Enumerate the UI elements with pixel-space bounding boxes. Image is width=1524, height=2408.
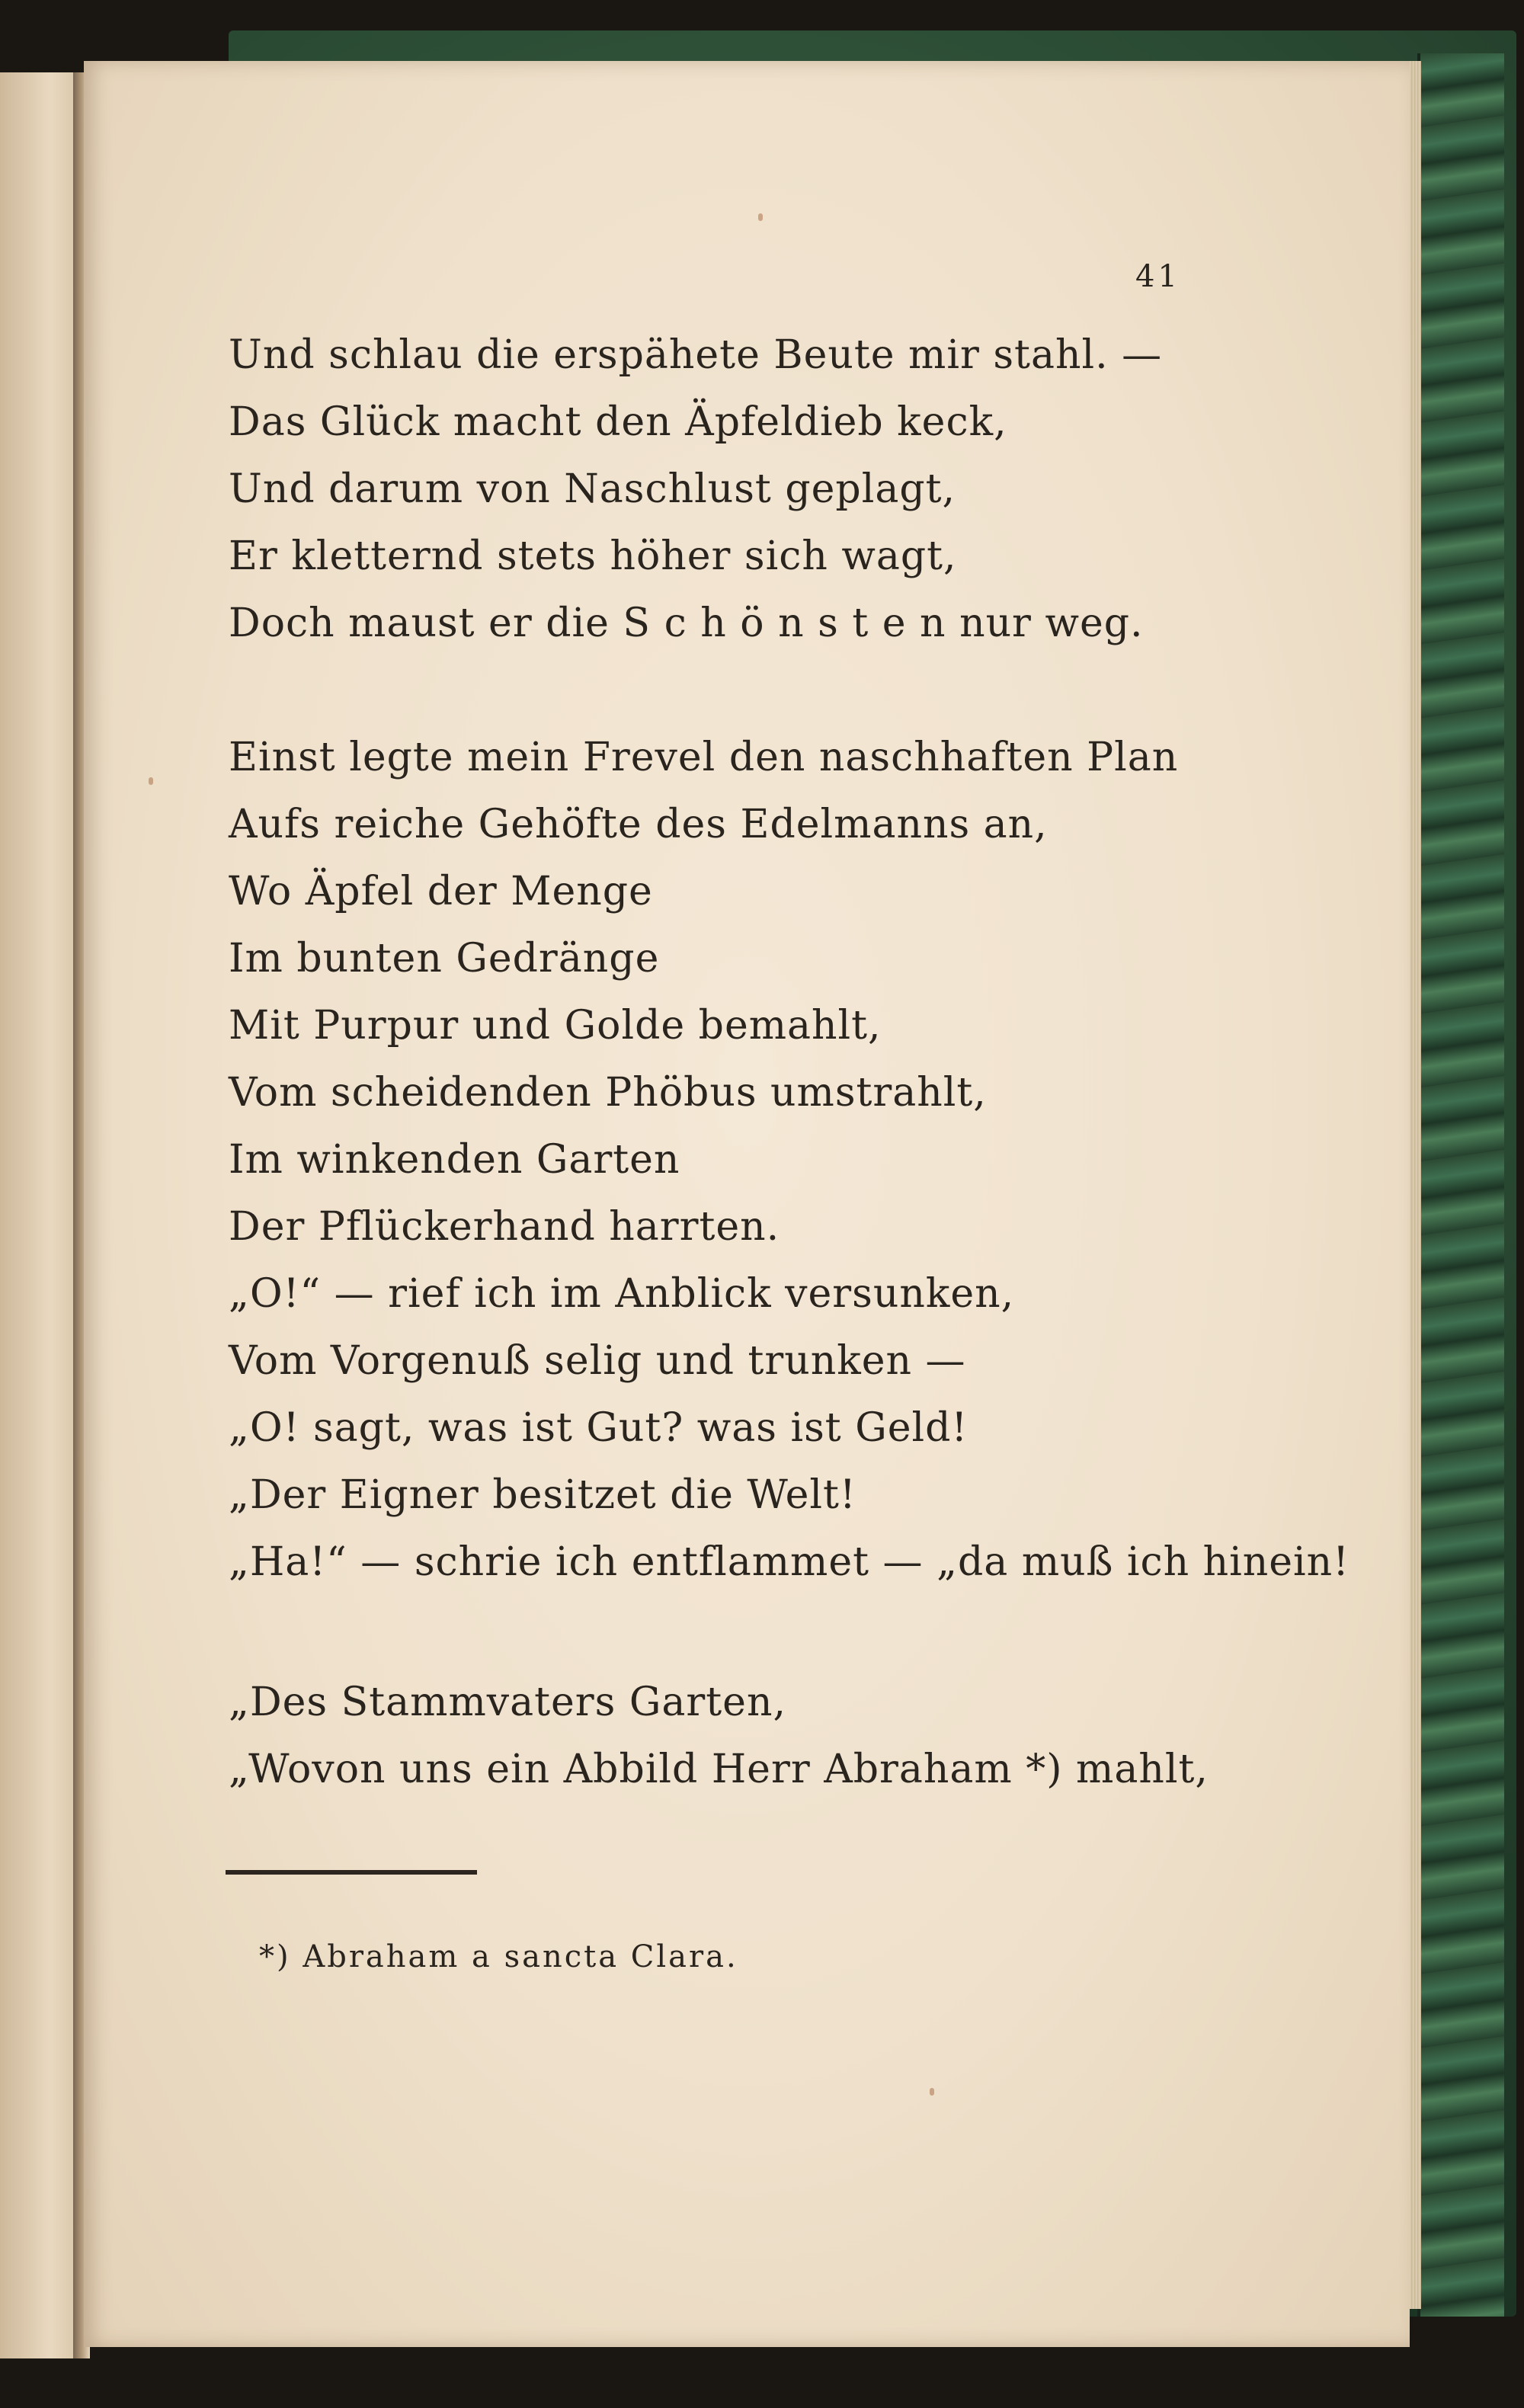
verse-line: Vom scheidenden Phöbus umstrahlt,: [229, 1070, 987, 1116]
verse-line: Doch maust er die S c h ö n s t e n nur weg.: [229, 600, 1144, 646]
marbled-cover-edge: [1417, 53, 1504, 2317]
verse-line: Mit Purpur und Golde bemahlt,: [229, 1003, 882, 1049]
verse-line: Aufs reiche Gehöfte des Edelmanns an,: [229, 802, 1048, 847]
left-page-edge: [0, 72, 84, 2358]
verse-line: Und schlau die erspähete Beute mir stahl. —: [229, 332, 1163, 378]
stanza-2: [229, 724, 1350, 1596]
verse-line: „Des Stammvaters Garten,: [229, 1680, 786, 1725]
page-number: 41: [1135, 259, 1180, 294]
verse-line: Der Pflückerhand harrten.: [229, 1204, 780, 1250]
paper-speck: [758, 213, 763, 221]
verse-line: Er kletternd stets höher sich wagt,: [229, 533, 957, 579]
verse-line: Wo Äpfel der Menge: [229, 869, 653, 914]
paper-speck: [149, 777, 153, 785]
verse-line: Das Glück macht den Äpfeldieb keck,: [229, 399, 1007, 445]
verse-line: „Ha!“ — schrie ich entflammet — „da muß ich hinein!: [229, 1539, 1350, 1585]
verse-line: Vom Vorgenuß selig und trunken —: [229, 1338, 966, 1384]
verse-line: „O!“ — rief ich im Anblick versunken,: [229, 1271, 1015, 1317]
verse-line: Einst legte mein Frevel den naschhaften Plan: [229, 735, 1179, 780]
footnote-rule: [226, 1870, 477, 1875]
footnote: *) Abraham a sancta Clara.: [259, 1939, 738, 1974]
stanza-1: [229, 322, 1162, 657]
verse-line: Im bunten Gedränge: [229, 936, 660, 981]
paper-speck: [930, 2088, 934, 2096]
verse-line: „Wovon uns ein Abbild Herr Abraham *) mahlt,: [229, 1747, 1209, 1792]
stanza-3: [229, 1669, 1209, 1803]
verse-line: Im winkenden Garten: [229, 1137, 680, 1183]
verse-line: „O! sagt, was ist Gut? was ist Geld!: [229, 1405, 969, 1451]
verse-line: „Der Eigner besitzet die Welt!: [229, 1472, 856, 1518]
verse-line: Und darum von Naschlust geplagt,: [229, 466, 956, 512]
